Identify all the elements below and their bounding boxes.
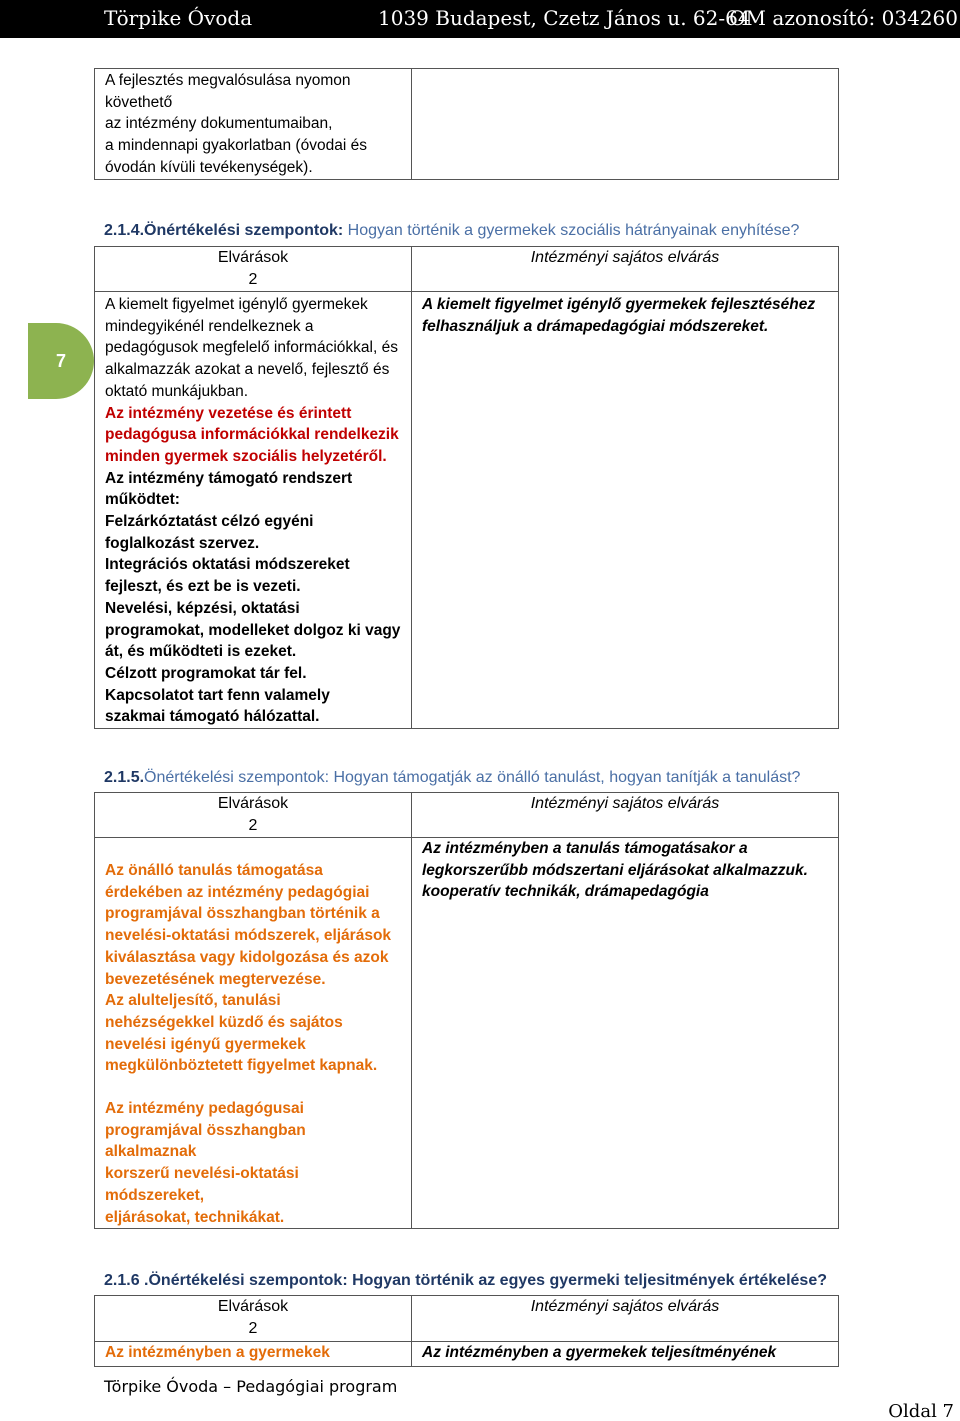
col-header-label: Intézményi sajátos elvárás xyxy=(530,249,720,266)
institution-cell xyxy=(412,838,839,1229)
institution-cell xyxy=(412,292,839,729)
section-table-2-1-5 xyxy=(94,792,839,1229)
section-title-2-1-5 xyxy=(104,769,800,787)
text-line: mindegyikénél rendelkeznek a xyxy=(105,317,314,335)
text-line: alkalmazzák azokat a nevelő, fejlesztő és xyxy=(105,361,390,379)
institution-cell xyxy=(412,1342,839,1367)
text-line: foglalkozást szervez. xyxy=(105,534,260,552)
col-header-expectations xyxy=(95,1296,412,1342)
section-title-2-1-4 xyxy=(104,222,799,240)
text-line: óvodán kívüli tevékenységek). xyxy=(105,158,313,176)
text-line: Az alulteljesítő, tanulási xyxy=(105,992,281,1010)
text-line: kiválasztása vagy kidolgozása és azok xyxy=(105,948,389,966)
section-question: Hogyan történik az egyes gyermeki teljesitmények értékelése? xyxy=(347,1272,827,1289)
text-line: át, és működteti is ezeket. xyxy=(105,643,297,661)
text-line: Nevelési, képzési, oktatási xyxy=(105,599,300,617)
col-header-label: Intézményi sajátos elvárás xyxy=(530,1298,720,1315)
text-line: programokat, modelleket dolgoz ki vagy xyxy=(105,621,401,639)
text-line: A kiemelt figyelmet igénylő gyermekek fejlesztéséhez xyxy=(422,296,816,313)
col-header-label: Elvárások xyxy=(217,795,289,812)
col-header-label: Intézményi sajátos elvárás xyxy=(530,795,720,812)
top-right-cell xyxy=(412,69,839,180)
text-line: Integrációs oktatási módszereket xyxy=(105,556,350,574)
text-line: követhető xyxy=(105,93,173,111)
footer-page-number: Oldal 7 xyxy=(888,1401,954,1421)
section-number: 2.1.6 . xyxy=(104,1272,149,1289)
section-table-2-1-6 xyxy=(94,1295,839,1367)
text-line: nevelési igényű gyermekek xyxy=(105,1035,306,1053)
text-line: bevezetésének megtervezése. xyxy=(105,970,326,988)
text-line: fejleszt, és ezt be is vezeti. xyxy=(105,578,301,596)
text-line: nevelési-oktatási módszerek, eljárások xyxy=(105,927,392,945)
text-line: Az intézmény pedagógusai xyxy=(105,1100,304,1118)
col-header-number: 2 xyxy=(248,817,258,834)
expectations-cell xyxy=(95,292,412,729)
section-number: 2.1.5. xyxy=(104,769,145,786)
section-question: Hogyan támogatják az önálló tanulást, hogyan tanítják a tanulást? xyxy=(329,769,801,786)
text-line: megkülönböztetett figyelmet kapnak. xyxy=(105,1057,378,1075)
text-line: Az önálló tanulás támogatása xyxy=(105,862,323,879)
text-line: szakmai támogató hálózattal. xyxy=(105,708,320,726)
text-line: nehézségekkel küzdő és sajátos xyxy=(105,1013,343,1031)
text-line: kooperatív technikák, drámapedagógia xyxy=(422,883,709,901)
page-header xyxy=(0,0,960,38)
col-header-expectations xyxy=(95,247,412,292)
col-header-number: 2 xyxy=(248,271,258,288)
text-line: működtet: xyxy=(105,491,180,509)
section-table-2-1-4 xyxy=(94,246,839,729)
text-line: korszerű nevelési-oktatási módszereket, xyxy=(105,1165,299,1204)
page-number-badge: 7 xyxy=(28,323,94,399)
text-line: programjával összhangban alkalmaznak xyxy=(105,1121,306,1161)
text-line: pedagógusa információkkal rendelkezik xyxy=(105,426,399,444)
text-line: minden gyermek szociális helyzetéről. xyxy=(105,447,387,465)
text-line: az intézmény dokumentumaiban, xyxy=(105,115,333,133)
section-label: Önértékelési szempontok: xyxy=(144,222,344,239)
text-line: Kapcsolatot tart fenn valamely xyxy=(105,686,330,704)
text-line: pedagógusok megfelelő információkkal, és xyxy=(105,339,398,357)
text-line: Az intézmény vezetése és érintett xyxy=(105,404,352,422)
text-line: oktató munkájukban. xyxy=(105,382,249,400)
header-school-name: Törpike Óvoda xyxy=(104,6,253,30)
text-line: felhasználjuk a drámapedagógiai módszereket. xyxy=(422,317,769,335)
text-line: eljárásokat, technikákat. xyxy=(105,1208,285,1226)
col-header-institution xyxy=(412,793,839,838)
col-header-number: 2 xyxy=(248,1320,258,1337)
text-line: Az intézményben a tanulás támogatásakor a xyxy=(422,840,748,857)
text-line: programjával összhangban történik a xyxy=(105,905,380,923)
text-line: Az intézményben a gyermekek xyxy=(105,1344,330,1361)
text-line: legkorszerűbb módszertani eljárásokat alkalmazzuk. xyxy=(422,861,808,879)
footer-program-title: Törpike Óvoda – Pedagógiai program xyxy=(104,1377,398,1396)
section-number: 2.1.4. xyxy=(104,222,145,239)
text-line: Felzárkóztatást célzó egyéni xyxy=(105,513,314,531)
text-line: a mindennapi gyakorlatban (óvodai és xyxy=(105,137,367,155)
text-line: A kiemelt figyelmet igénylő gyermekek xyxy=(105,296,368,313)
top-continuation-table xyxy=(94,68,839,180)
col-header-institution xyxy=(412,1296,839,1342)
text-line: érdekében az intézmény pedagógiai xyxy=(105,883,370,901)
text-line: Az intézmény támogató rendszert xyxy=(105,469,353,487)
top-left-text xyxy=(95,70,411,179)
col-header-label: Elvárások xyxy=(217,1298,289,1315)
text-line: Célzott programokat tár fel. xyxy=(105,664,307,682)
col-header-institution xyxy=(412,247,839,292)
text-line: Az intézményben a gyermekek teljesítményének xyxy=(422,1344,777,1361)
header-address: 1039 Budapest, Czetz János u. 62-64 xyxy=(378,6,751,30)
expectations-cell xyxy=(95,838,412,1229)
text-line: A fejlesztés megvalósulása nyomon xyxy=(105,72,351,89)
section-title-2-1-6 xyxy=(104,1272,827,1290)
section-question: Hogyan történik a gyermekek szociális hátrányainak enyhítése? xyxy=(343,222,800,239)
section-label: Önértékelési szempontok: xyxy=(148,1272,348,1289)
header-om-id: OM azonosító: 034260 xyxy=(729,6,958,30)
col-header-label: Elvárások xyxy=(217,249,289,266)
top-left-cell xyxy=(95,69,412,180)
section-label: Önértékelési szempontok: xyxy=(144,769,330,786)
col-header-expectations xyxy=(95,793,412,838)
expectations-cell xyxy=(95,1342,412,1367)
